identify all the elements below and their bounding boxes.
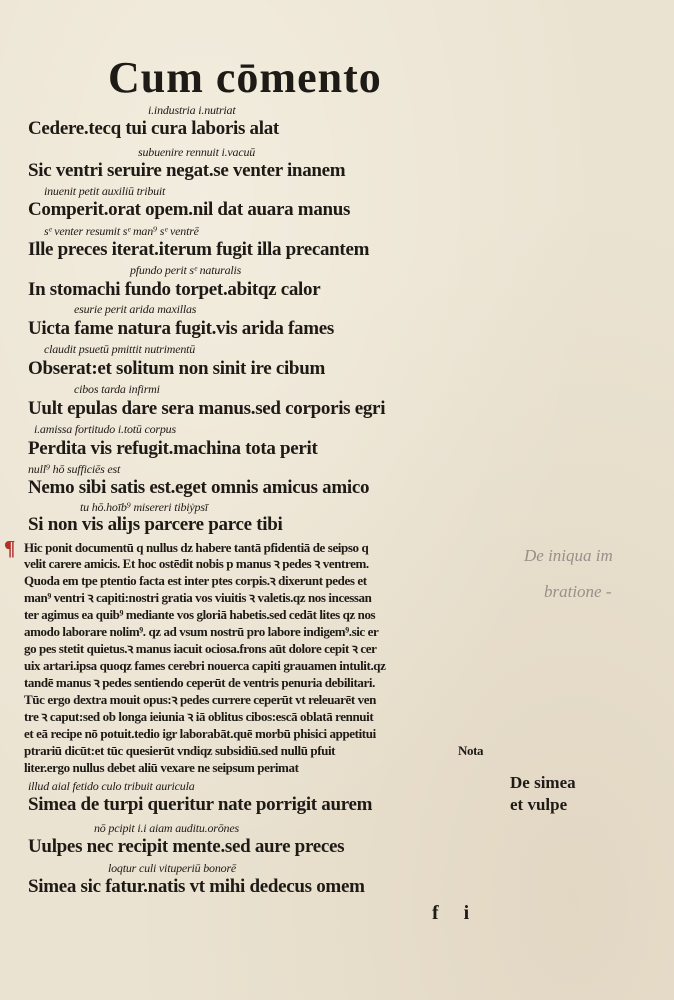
gloss-line: i.industria i.nutriat — [148, 103, 236, 117]
commentary-line: Hic ponit documentū q nullus dz habere tantā pfidentiā de seipso q — [24, 540, 369, 555]
commentary-line: tre ꝛ caput:sed ob longa ieiunia ꝛ iā oblitus cibos:escā oblatā rennuit — [24, 709, 374, 724]
commentary-line: et eā recipe nō potuit.tedio igr laborabāt.quē morbū phisici appetitui — [24, 726, 376, 741]
gloss-line: loqtur culi vituperiū bonorē — [108, 861, 237, 875]
gloss-line: null⁹ hō sufficiēs est — [28, 462, 121, 476]
verse-line: Uult epulas dare sera manus.sed corporis egri — [28, 398, 386, 419]
gloss-line: illud aial fetido culo tribuit auricula — [28, 779, 195, 793]
verse-line: Si non vis aliȷs parcere parce tibi — [28, 514, 283, 535]
commentary-line: man⁹ ventri ꝛ capiti:nostri gratia vos viuitis ꝛ valetis.qz nos incessan — [24, 590, 372, 605]
handwritten-margin-note: De iniqua im — [524, 546, 613, 565]
side-heading-line: De simea — [510, 773, 576, 792]
commentary-line: amodo laborare nolim⁹. qz ad vsum nostrū pro labore indigem⁹.sic er — [24, 624, 379, 639]
commentary-line: tandē manus ꝛ pedes sentiendo ceperūt de ventris penuria debilitari. — [24, 675, 375, 690]
verse-line: Simea sic fatur.natis vt mihi dedecus omem — [28, 876, 365, 897]
verse-line: Ille preces iterat.iterum fugit illa precantem — [28, 239, 370, 260]
commentary-line: uix artari.ipsa quoqz fames cerebri nouerca capiti grauamen intulit.qz — [24, 658, 386, 673]
commentary-line: ter agimus ea quib⁹ mediante vos gloriā habetis.sed cedāt lites qz nos — [24, 607, 376, 622]
verse-line: Simea de turpi queritur nate porrigit aurem — [28, 794, 373, 815]
paragraph-mark-icon: ¶ — [4, 536, 16, 560]
commentary-line: velit carere amicis. Et hoc ostēdit nobis p manus ꝛ pedes ꝛ ventrem. — [24, 556, 369, 571]
gloss-line: claudit psuetū pmittit nutrimentū — [44, 342, 196, 356]
verse-line: Uulpes nec recipit mente.sed aure preces — [28, 836, 345, 857]
gloss-line: pfundo perit sᵉ naturalis — [130, 263, 242, 277]
gloss-line: subuenire rennuit i.vacuū — [138, 145, 256, 159]
verse-line: Cedere.tecq tui cura laboris alat — [28, 118, 279, 139]
verse-line: Obserat:et solitum non sinit ire cibum — [28, 358, 325, 379]
verse-line: Perdita vis refugit.machina tota perit — [28, 438, 318, 459]
handwritten-margin-note: bratione - — [544, 582, 612, 601]
commentary-line: liter.ergo nullus debet aliū vexare ne seipsum perimat — [24, 760, 299, 775]
signature-mark: f i — [432, 902, 480, 924]
verse-line: In stomachi fundo torpet.abitqz calor — [28, 279, 321, 300]
side-heading — [510, 772, 600, 816]
verse-line: Uicta fame natura fugit.vis arida fames — [28, 318, 334, 339]
verse-line: Nemo sibi satis est.eget omnis amicus amico — [28, 477, 370, 498]
gloss-line: cibos tarda infirmi — [74, 382, 160, 396]
gloss-line: nō pcipit i.i aiam auditu.orōnes — [94, 821, 239, 835]
side-heading-line: et vulpe — [510, 795, 568, 814]
gloss-line: i.amissa fortitudo i.totū corpus — [34, 422, 176, 436]
verse-line: Comperit.orat opem.nil dat auara manus — [28, 199, 351, 220]
commentary-line: Quoda em tpe ptentio facta est inter ptes corpis.ꝛ dixerunt pedes et — [24, 573, 367, 588]
commentary-line: go pes stetit quietus.ꝛ manus iacuit ociosa.frons aūt dolore cepit ꝛ cer — [24, 641, 377, 656]
nota-marker: Nota — [458, 743, 484, 758]
page-title: Cum cōmento — [108, 53, 382, 102]
gloss-line: sᵉ venter resumit sᵉ man⁹ sᵉ ventrē — [44, 224, 199, 238]
commentary-line: Tūc ergo dextra mouit opus:ꝛ pedes currere ceperūt vt releuarēt ven — [24, 692, 376, 707]
gloss-line: tu hō.hoīb⁹ misereri tibiẏpsī — [80, 500, 208, 514]
gloss-line: inuenit petit auxiliū tribuit — [44, 184, 166, 198]
gloss-line: esurie perit arida maxillas — [74, 302, 197, 316]
verse-line: Sic ventri seruire negat.se venter inanem — [28, 160, 346, 181]
commentary-line: ptrariū dicūt:et tūc quesierūt vndiqz subsidiū.sed nullū pfuit — [24, 743, 336, 758]
